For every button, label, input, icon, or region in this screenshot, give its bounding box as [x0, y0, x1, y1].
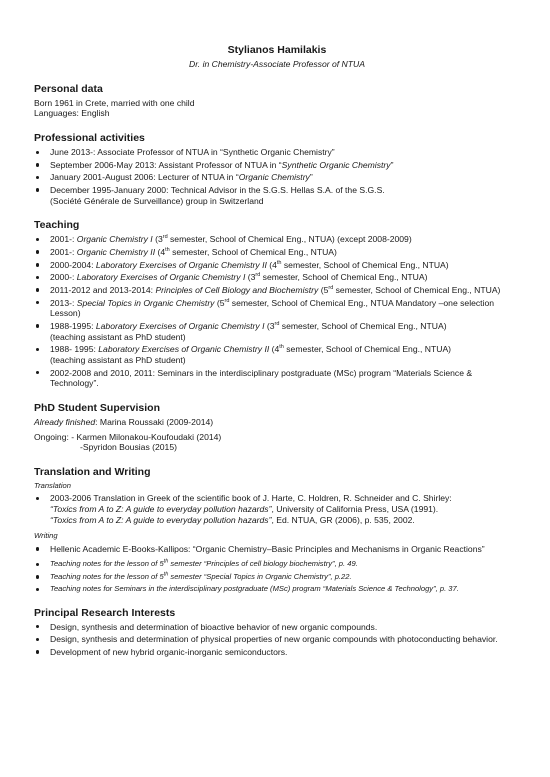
research-list [34, 622, 520, 658]
list-item: Design, synthesis and determination of bioactive behavior of new organic compounds. [34, 622, 520, 633]
writing-label: Writing [34, 531, 58, 541]
list-item: Teaching notes for Seminars in the interdisciplinary postgraduate (MSc) program “Materials Science & Technology”, p. 37. [34, 584, 520, 593]
list-item: 1988- 1995: Laboratory Exercises of Organic Chemistry II (4th semester, School of Chemical Eng., NTUA) (teaching assistant as PhD student) [34, 344, 520, 365]
list-item: Development of new hybrid organic-inorganic semiconductors. [34, 647, 520, 658]
professional-list [34, 147, 520, 206]
list-item: January 2001-August 2006: Lecturer of NTUA in “Organic Chemistry” [34, 172, 520, 183]
list-item: December 1995-January 2000: Technical Advisor in the S.G.S. Hellas S.A. of the S.G.S. (Société Générale de Surveillance) group in Switzerland [34, 185, 520, 206]
writing-notes-list [34, 559, 520, 593]
teaching-heading: Teaching [34, 219, 80, 232]
personal-data-heading: Personal data [34, 82, 103, 95]
personal-line-birth: Born 1961 in Crete, married with one child [34, 97, 195, 108]
list-item: 2002-2008 and 2010, 2011: Seminars in the interdisciplinary postgraduate (MSc) program “Materials Science & Technology”. [34, 368, 520, 389]
list-item: 2000-: Laboratory Exercises of Organic Chemistry I (3rd semester, School of Chemical Eng., NTUA) [34, 272, 520, 283]
phd-finished: Already finished: Marina Roussaki (2009-2014) [34, 416, 214, 427]
list-item: 2003-2006 Translation in Greek of the scientific book of J. Harte, C. Holdren, R. Schneider and C. Shirley: “Toxics from A to Z: A guide to everyday pollution hazards”, University of California Press, USA (1991). “Toxics from A to Z: A guide to everyday pollution hazards”, Ed. NTUA, GR (2006), p. 535, 2002. [34, 493, 520, 525]
list-item: Teaching notes for the lesson of 5th semester “Special Topics in Organic Chemistry”, p.22. [34, 572, 520, 581]
list-item: Hellenic Academic E-Books-Kallipos: “Organic Chemistry–Basic Principles and Mechanisms in Organic Reactions” [34, 544, 520, 555]
person-name: Stylianos Hamilakis [227, 44, 327, 56]
personal-line-languages: Languages: English [34, 108, 110, 119]
list-item: 1988-1995: Laboratory Exercises of Organic Chemistry I (3rd semester, School of Chemical Eng., NTUA) (teaching assistant as PhD student) [34, 321, 520, 342]
professional-heading: Professional activities [34, 132, 145, 144]
phd-ongoing: Ongoing: - Karmen Milonakou-Koufoudaki (2014) [34, 431, 222, 442]
person-title: Dr. in Chemistry-Associate Professor of NTUA [189, 59, 365, 70]
research-heading: Principal Research Interests [34, 606, 176, 619]
translation-heading: Translation and Writing [34, 465, 151, 478]
list-item: 2000-2004: Laboratory Exercises of Organic Chemistry II (4th semester, School of Chemical Eng., NTUA) [34, 260, 520, 271]
teaching-list [34, 234, 520, 389]
cv-page [34, 44, 520, 659]
list-item: 2011-2012 and 2013-2014: Principles of Cell Biology and Biochemistry (5rd semester, School of Chemical Eng., NTUA) [34, 285, 520, 296]
translation-label: Translation [34, 480, 72, 490]
list-item: Teaching notes for the lesson of 5th semester “Principles of cell biology biochemistry”, p. 49. [34, 559, 520, 568]
list-item: 2001-: Organic Chemistry II (4th semester, School of Chemical Eng., NTUA) [34, 247, 520, 258]
translation-list [34, 493, 520, 525]
list-item: Design, synthesis and determination of physical properties of new organic compounds with photoconducting behavior. [34, 634, 520, 645]
phd-ongoing-2: -Spyridon Bousias (2015) [80, 442, 177, 453]
list-item: June 2013-: Associate Professor of NTUA in “Synthetic Organic Chemistry” [34, 147, 520, 158]
phd-heading: PhD Student Supervision [34, 401, 161, 414]
writing-main-list [34, 544, 520, 555]
list-item: 2013-: Special Topics in Organic Chemistry (5rd semester, School of Chemical Eng., NTUA Mandatory –one selection Lesson) [34, 298, 520, 319]
list-item: September 2006-May 2013: Assistant Professor of NTUA in “Synthetic Organic Chemistry” [34, 160, 520, 171]
list-item: 2001-: Organic Chemistry I (3rd semester, School of Chemical Eng., NTUA) (except 2008-2009) [34, 234, 520, 245]
